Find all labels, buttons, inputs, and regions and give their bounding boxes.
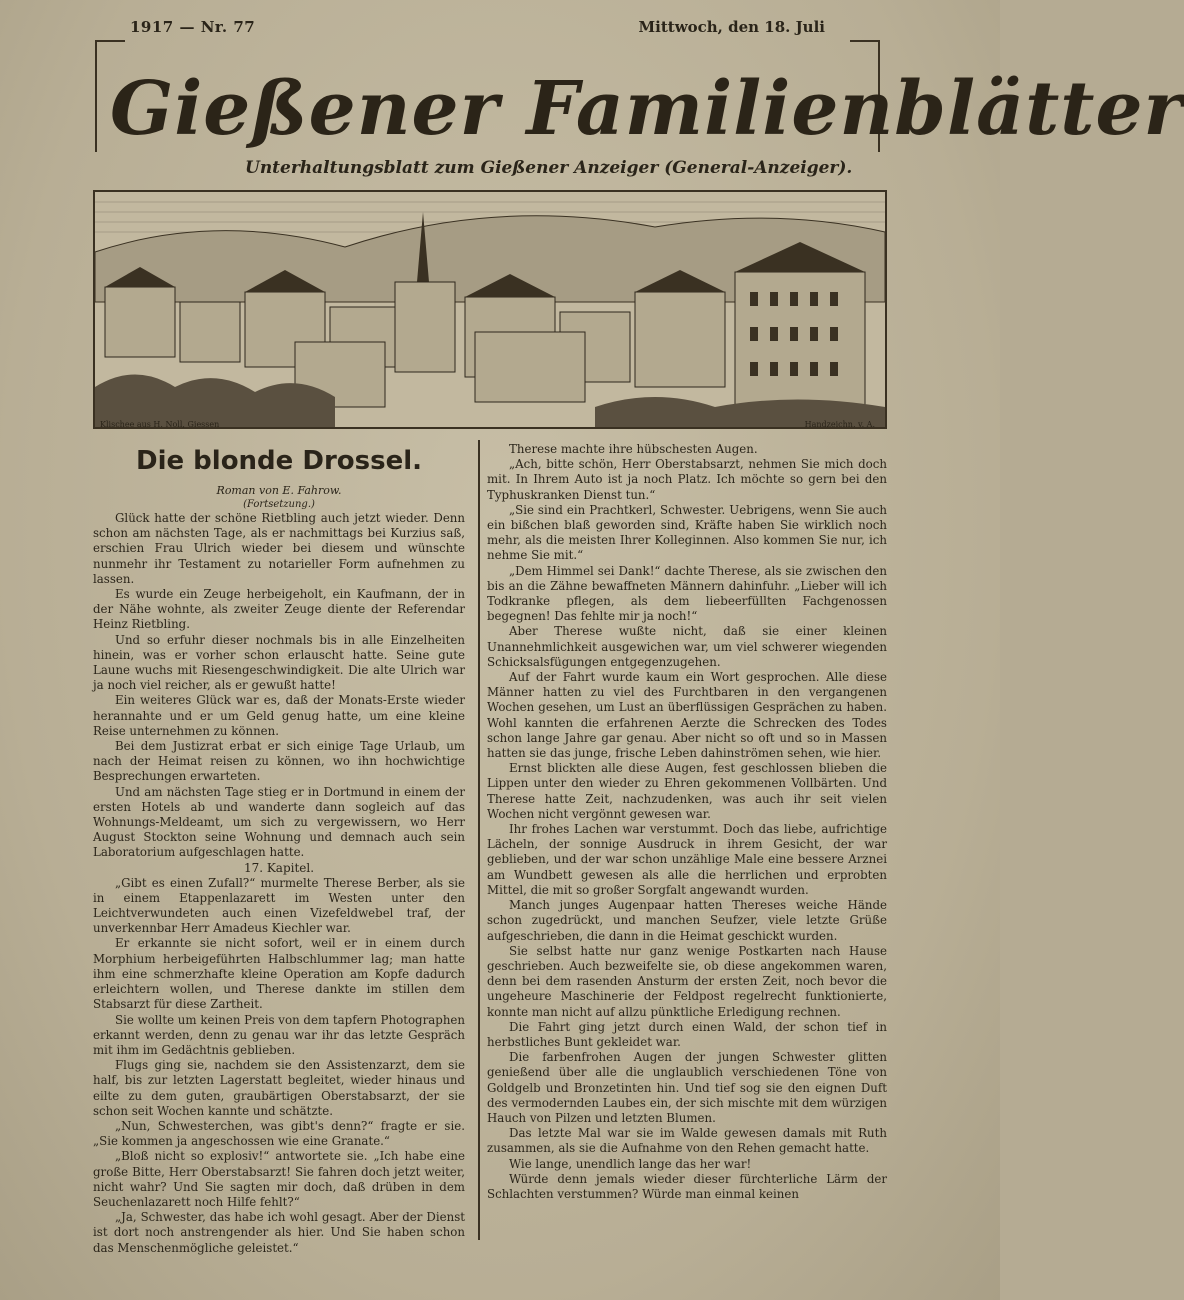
illustration-credit: Klischee aus H. Noll, Giessen [100,420,220,429]
paragraph: Und so erfuhr dieser nochmals bis in alle Einzelheiten hinein, was er vorher schon erlauscht hatte. Seine gute Laune wuchs mit Riesengeschwindigkeit. Die alte Ulrich war ja noch viel reicher, als er gewußt hatte! [93,632,465,693]
paragraph: Ernst blickten alle diese Augen, fest geschlossen blieben die Lippen unter den wieder zu Ehren gekommenen Vollbärten. Und Therese hatte Zeit, nachzudenken, was auch ihr seit vielen Wochen nicht vergönnt gewesen war. [487,761,887,821]
illustration-signature: Handzeichn. v. A. [804,420,875,429]
paragraph: „Dem Himmel sei Dank!“ dachte Therese, als sie zwischen den bis an die Zähne bewaffneten Männern dahinfuhr. „Lieber will ich Todkranke pflegen, als dem liebeerfüllten Fachgenossen begegnen! Das fehlte mir ja noch!“ [487,563,887,624]
paragraph: Auf der Fahrt wurde kaum ein Wort gesprochen. Alle diese Männer hatten zu viel des Furchtbaren in den vergangenen Wochen gesehen, um Lust an überflüssigen Gesprächen zu haben. Wohl kannten die erfahrenen Aerzte die Schrecken des Todes schon lange Jahre gar genau. Aber nicht so oft und so in Massen hatten sie das junge, frische Leben dahinströmen sehen, wie hier. [487,670,887,761]
town-illustration [93,190,887,429]
paragraph: Aber Therese wußte nicht, daß sie einer kleinen Unannehmlichkeit ausgewichen war, um viel schwerer wiegenden Schicksalsfügungen entgegenzugehen. [487,624,887,669]
paragraph: Wie lange, unendlich lange das her war! [509,1156,752,1171]
story-title: Die blonde Drossel. [135,446,422,476]
paragraph: „Gibt es einen Zufall?“ murmelte Therese Berber, als sie in einem Etappenlazarett im Westen unter den Leichtverwundeten auch einen Vizefeldwebel traf, der unverkennbar Herr Amadeus Kiechler war. [93,875,465,936]
paragraph: Therese machte ihre hübschesten Augen. [509,442,758,456]
paragraph: Ein weiteres Glück war es, daß der Monats-Erste wieder herannahte und er um Geld genug hatte, um eine kleine Reise unternehmen zu können. [93,693,465,738]
paragraph: „Bloß nicht so explosiv!“ antwortete sie. „Ich habe eine große Bitte, Herr Oberstabsarzt! Sie fahren doch jetzt weiter, nicht wahr? Und Sie sagten mir doch, daß drüben in dem Seuchenlazarett noch Hilfe fehlt?“ [93,1149,465,1209]
paragraph: Sie wollte um keinen Preis von dem tapfern Photographen erkannt werden, denn zu genau war ihr das letzte Gespräch mit ihm im Gedächtnis geblieben. [93,1012,465,1057]
paragraph: Und am nächsten Tage stieg er in Dortmund in einem der ersten Hotels ab und wanderte dann sogleich auf das Wohnungs-Meldeamt, um sich zu vergewissern, wo Herr August Stockton seine Wohnung und demnach auch sein Laboratorium aufgeschlagen hatte. [93,784,465,860]
paragraph: Es wurde ein Zeuge herbeigeholt, ein Kaufmann, der in der Nähe wohnte, als zweiter Zeuge diente der Referendar Heinz Rietbling. [93,587,465,632]
paragraph: Die Fahrt ging jetzt durch einen Wald, der schon tief in herbstliches Bunt gekleidet war. [487,1019,887,1049]
masthead-subtitle: Unterhaltungsblatt zum Gießener Anzeiger (General-Anzeiger). [245,158,853,178]
paragraph: Er erkannte sie nicht sofort, weil er in einem durch Morphium herbeigeführten Halbschlummer lag; man hatte ihm eine schmerzhafte kleine Operation am Kopfe dadurch erleichtern wollen, und Therese dankte im stillen dem Stabsarzt für diese Zartheit. [93,936,465,1012]
paragraph: Ihr frohes Lachen war verstummt. Doch das liebe, aufrichtige Lächeln, der sonnige Ausdruck in ihrem Gesicht, der war geblieben, und der war schon unzählige Male eine bessere Arznei am Wundbett gewesen als alle die herrlichen und erprobten Mittel, die mit so großer Sorgfalt angewandt wurden. [487,822,887,897]
paragraph: Bei dem Justizrat erbat er sich einige Tage Urlaub, um nach der Heimat reisen zu können, wo ihn hochwichtige Besprechungen erwarteten. [93,739,465,784]
paragraph: Glück hatte der schöne Rietbling auch jetzt wieder. Denn schon am nächsten Tage, als er nachmittags bei Kurzius saß, erschien Frau Ulrich wieder bei diesem und wünschte nunmehr ihr Testament zu notarieller Form aufnehmen zu lassen. [93,511,465,586]
paragraph: Die farbenfrohen Augen der jungen Schwester glitten genießend über alle die unglaublich verschiedenen Töne von Goldgelb und Bronzetinten hin. Und tief sog sie den eignen Duft des vermodernden Laubes ein, der sich mischte mit dem würzigen Hauch von Pilzen und letzten Blumen. [487,1050,887,1125]
paragraph: „Ach, bitte schön, Herr Oberstabsarzt, nehmen Sie mich doch mit. In Ihrem Auto ist ja noch Platz. Ich möchte so gern bei den Typhuskranken Dienst tun.“ [487,457,887,502]
paragraph: Flugs ging sie, nachdem sie den Assistenzarzt, dem sie half, bis zur letzten Lagerstatt begleitet, wieder hinaus und eilte zu dem guten, graubärtigen Oberstabsarzt, der sie schon seit Wochen kannte und schätzte. [93,1058,465,1118]
paragraph: Das letzte Mal war sie im Walde gewesen damals mit Ruth zusammen, als sie die Aufnahme von den Rehen gemacht hatte. [487,1126,887,1156]
paragraph: „Ja, Schwester, das habe ich wohl gesagt. Aber der Dienst ist dort noch anstrengender als hier. Und Sie haben schon das Menschenmögliche geleistet.“ [93,1210,465,1255]
paragraph: Würde denn jemals wieder dieser fürchterliche Lärm der Schlachten verstummen? Würde man einmal keinen [487,1171,887,1201]
paragraph: Manch junges Augenpaar hatten Thereses weiche Hände schon zugedrückt, und manchen Seufzer, viele letzte Grüße aufgeschrieben, die dann in die Heimat geschickt wurden. [487,898,887,943]
story-byline: Roman von E. Fahrow. [216,484,342,497]
story-continuation: (Fortsetzung.) [243,499,315,510]
chapter-heading: 17. Kapitel. [243,860,315,875]
paragraph: Sie selbst hatte nur ganz wenige Postkarten nach Hause geschrieben. Auch bezweifelte sie, ob diese angekommen waren, denn bei dem rasenden Ansturm der ersten Zeit, noch bevor die ungeheure Maschinerie der Feldpost regelrecht funktionierte, konnte man nicht auf allzu pünktliche Erledigung rechnen. [487,943,887,1019]
paragraph: „Nun, Schwesterchen, was gibt's denn?“ fragte er sie. „Sie kommen ja angeschossen wie eine Granate.“ [93,1118,465,1149]
masthead-title: Gießener Familienblätter [110,66,1184,152]
left-column [93,442,465,1256]
column-divider [478,440,480,1240]
issue-number: 1917 — Nr. 77 [130,18,256,36]
right-column [487,442,887,1202]
issue-date: Mittwoch, den 18. Juli [638,18,825,36]
paragraph: „Sie sind ein Prachtkerl, Schwester. Uebrigens, wenn Sie auch ein bißchen blaß geworden sind, Kräfte haben Sie wirklich noch mehr, als die meisten Ihrer Kolleginnen. Also kommen Sie nur, ich nehme Sie mit.“ [487,502,887,563]
